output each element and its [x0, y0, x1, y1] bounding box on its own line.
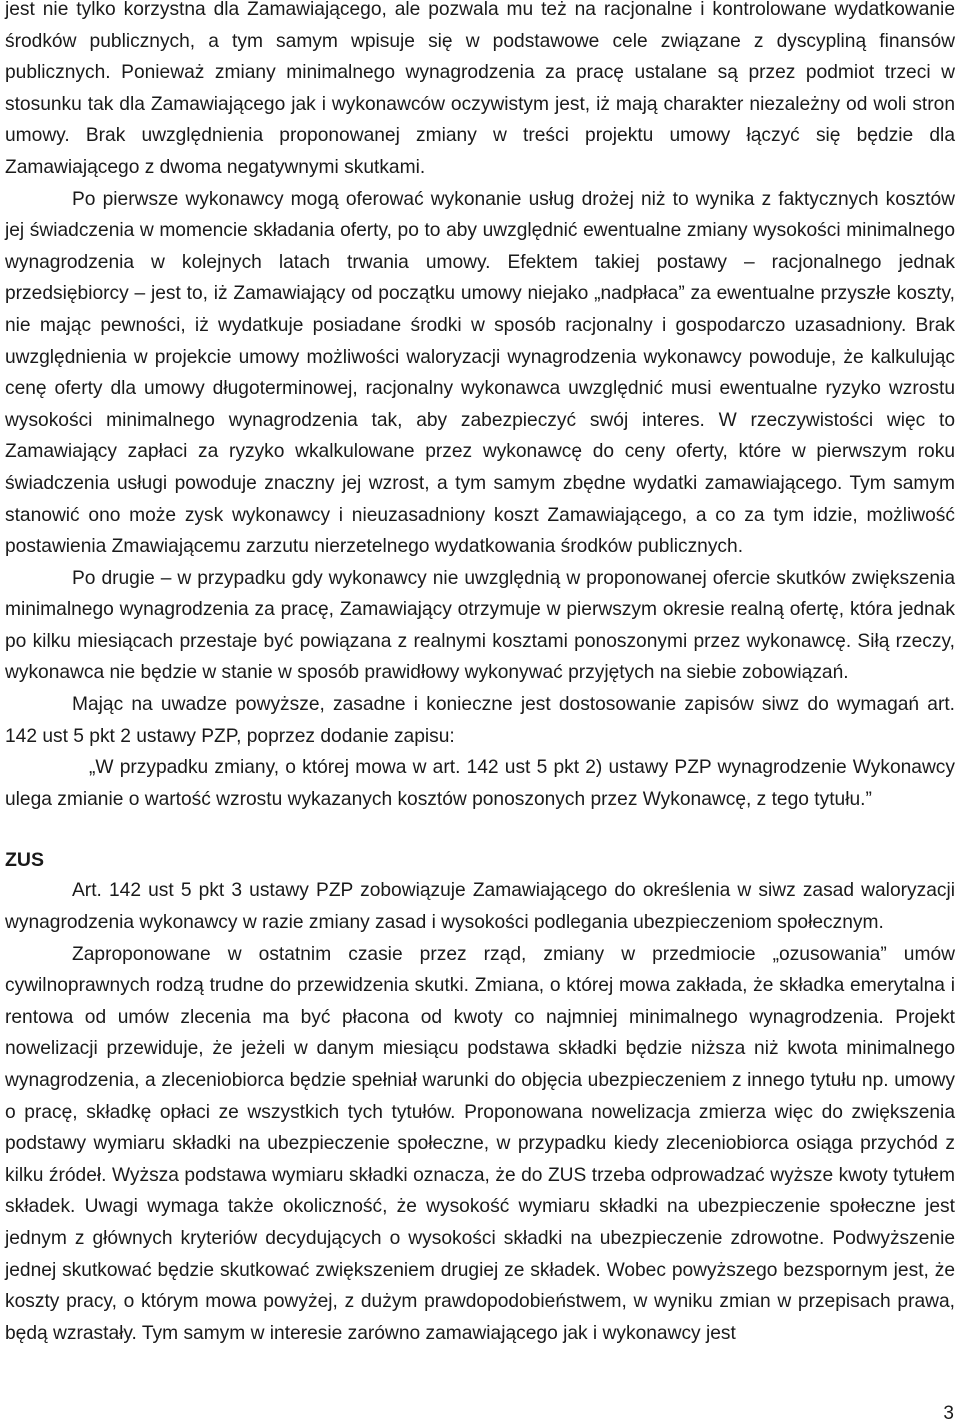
paragraph-zus-changes: Zaproponowane w ostatnim czasie przez rząd, zmiany w przedmiocie „ozusowania” umów cywilnoprawnych rodzą trudne do przewidzenia skutki. Zmiana, o której mowa zakłada, że składka emerytalna i rentowa od umów zlecenia ma być płacona od kwoty co najmniej minimalnego wynagrodzenia. Projekt nowelizacji przewiduje, że jeżeli w danym miesiącu podstawa składki będzie niższa niż kwota minimalnego wynagrodzenia, a zleceniobiorca będzie spełniał warunki do objęcia ubezpieczeniem z innego tytułu np. umowy o pracę, składkę opłaci ze wszystkich tych tytułów. Proponowana nowelizacja zmierza więc do zwiększenia podstawy wymiaru składki na ubezpieczenie społeczne, w przypadku kiedy zleceniobiorca osiąga przychód z kilku źródeł. Wyższa podstawa wymiaru składki oznacza, że do ZUS trzeba odprowadzać wyższe kwoty tytułem składek. Uwagi wymaga także okoliczność, że wysokość wymiaru składki na ubezpieczenie społeczne jest jednym z głównych kryteriów decydujących o wysokości składki na ubezpieczenie zdrowotne. Podwyższenie jednej skutkować będzie skutkować zwiększeniem drugiej ze składek. Wobec powyższego bezspornym jest, że koszty pracy, o którym mowa powyżej, z dużym prawdopodobieństwem, w wyniku zmian w przepisach prawa, będą wzrastały. Tym samym w interesie zarówno zamawiającego jak i wykonawcy jest — [5, 943, 955, 1344]
paragraph-second-consequence: Po drugie – w przypadku gdy wykonawcy nie uwzględnią w proponowanej ofercie skutków zwiększenia minimalnego wynagrodzenia za pracę, Zamawiający otrzymuje w pierwszym okresie realną ofertę, która jednak po kilku miesiącach przestaje być powiązana z realnymi kosztami ponoszonymi przez wykonawcę. Siłą rzeczy, wykonawca nie będzie w stanie w sposób prawidłowy wykonywać przyjętych na siebie zobowiązań. — [5, 567, 955, 684]
page-number: 3 — [943, 1403, 954, 1424]
paragraph-conclusion: Mając na uwadze powyższe, zasadne i konieczne jest dostosowanie zapisów siwz do wymagań art. 142 ust 5 pkt 2 ustawy PZP, poprzez dodanie zapisu: — [5, 694, 955, 747]
section-heading-zus: ZUS — [5, 849, 44, 872]
proposed-clause-quote: „W przypadku zmiany, o której mowa w art. 142 ust 5 pkt 2) ustawy PZP wynagrodzenie Wykonawcy ulega zmianie o wartość wzrostu wykazanych kosztów ponoszonych przez Wykonawcę, z tego tytułu.” — [5, 757, 955, 810]
paragraph-first-consequence: Po pierwsze wykonawcy mogą oferować wykonanie usług drożej niż to wynika z faktycznych kosztów jej świadczenia w momencie składania oferty, po to aby uwzględnić ewentualne zmiany wysokości minimalnego wynagrodzenia w kolejnych latach trwania umowy. Efektem takiej postawy – racjonalnego jednak przedsiębiorcy – jest to, iż Zamawiający od początku umowy niejako „nadpłaca” za ewentualne przyszłe koszty, nie mając pewności, iż wydatkuje posiadane środki w sposób racjonalny i gospodarczo uzasadniony. Brak uwzględnienia w projekcie umowy możliwości waloryzacji wynagrodzenia wykonawcy powoduje, że kalkulując cenę oferty dla umowy długoterminowej, racjonalny wykonawca uwzględnić musi ewentualne ryzyko wzrostu wysokości minimalnego wynagrodzenia tak, aby zabezpieczyć swój interes. W rzeczywistości więc to Zamawiający zapłaci za ryzyko wkalkulowane przez wykonawcę do ceny oferty, które w pierwszym roku świadczenia usługi powoduje znaczny jej wzrost, a tym samym zbędne wydatki zamawiającego. Tym samym stanowić ono może zysk wykonawcy i nieuzasadniony koszt Zamawiającego, a co za tym idzie, możliwość postawienia Zmawiającemu zarzutu nierzetelnego wydatkowania środków publicznych. — [5, 188, 955, 558]
paragraph-zus-article: Art. 142 ust 5 pkt 3 ustawy PZP zobowiązuje Zamawiającego do określenia w siwz zasad waloryzacji wynagrodzenia wykonawcy w razie zmiany zasad i wysokości podlegania ubezpieczeniom społecznym. — [5, 880, 955, 934]
document-page — [5, 0, 955, 1349]
paragraph-continuation: jest nie tylko korzystna dla Zamawiającego, ale pozwala mu też na racjonalne i kontrolowane wydatkowanie środków publicznych, a tym samym wpisuje się w podstawowe cele związane z dyscypliną finansów publicznych. Ponieważ zmiany minimalnego wynagrodzenia za pracę ustalane są przez podmiot trzeci w stosunku tak dla Zamawiającego jak i wykonawców oczywistym jest, iż mają charakter niezależny od woli stron umowy. Brak uwzględnienia proponowanej zmiany w treści projektu umowy łączyć się będzie dla Zamawiającego z dwoma negatywnymi skutkami. — [5, 0, 955, 178]
